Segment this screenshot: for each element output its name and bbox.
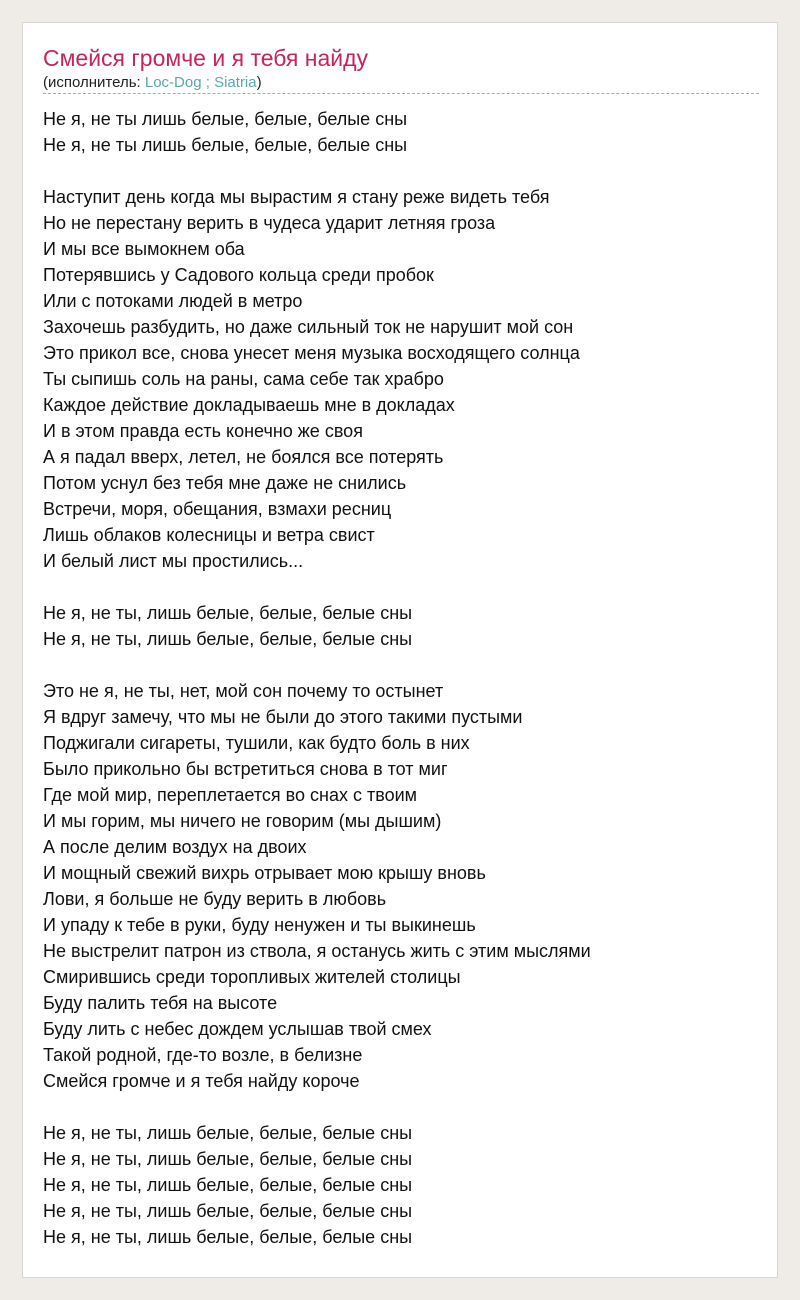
lyrics-body [43, 106, 759, 1250]
lyric-line: Но не перестану верить в чудеса ударит летняя гроза [43, 213, 496, 233]
lyric-line: Смирившись среди торопливых жителей столицы [43, 967, 461, 987]
lyric-line: И упаду к тебе в руки, буду ненужен и ты выкинешь [43, 915, 476, 935]
lyric-line: Не я, не ты, лишь белые, белые, белые сны [43, 603, 413, 623]
lyric-line: Не я, не ты, лишь белые, белые, белые сны [43, 1175, 413, 1195]
lyric-line: Было прикольно бы встретиться снова в тот миг [43, 759, 448, 779]
lyric-line: И мы все вымокнем оба [43, 239, 245, 259]
song-title: Смейся громче и я тебя найду [43, 45, 369, 71]
lyric-line: Не я, не ты, лишь белые, белые, белые сны [43, 629, 413, 649]
stanza-break [43, 652, 759, 678]
lyric-line: Или с потоками людей в метро [43, 291, 303, 311]
lyric-line: Где мой мир, переплетается во снах с твоим [43, 785, 418, 805]
lyric-line: Потерявшись у Садового кольца среди пробок [43, 265, 434, 285]
stanza-break [43, 1094, 759, 1120]
lyric-line: Не я, не ты, лишь белые, белые, белые сны [43, 1227, 413, 1247]
lyric-line: И мы горим, мы ничего не говорим (мы дышим) [43, 811, 442, 831]
lyric-line: Это прикол все, снова унесет меня музыка восходящего солнца [43, 343, 580, 363]
lyric-line: Захочешь разбудить, но даже сильный ток не нарушит мой сон [43, 317, 574, 337]
lyric-line: Каждое действие докладываешь мне в докладах [43, 395, 455, 415]
lyric-line: Лишь облаков колесницы и ветра свист [43, 525, 375, 545]
lyric-line: Не я, не ты лишь белые, белые, белые сны [43, 109, 408, 129]
header-divider [43, 93, 759, 94]
lyric-line: И мощный свежий вихрь отрывает мою крышу вновь [43, 863, 486, 883]
artist-link-siatria[interactable]: Siatria [214, 74, 257, 91]
lyric-line: Не я, не ты лишь белые, белые, белые сны [43, 135, 408, 155]
artist-line [43, 73, 262, 93]
lyric-line: Поджигали сигареты, тушили, как будто боль в них [43, 733, 470, 753]
lyric-line: Лови, я больше не буду верить в любовь [43, 889, 387, 909]
lyrics-card [22, 22, 778, 1278]
artist-suffix: ) [256, 74, 262, 91]
lyric-line: Потом уснул без тебя мне даже не снились [43, 473, 407, 493]
lyric-line: Не я, не ты, лишь белые, белые, белые сны [43, 1149, 413, 1169]
lyric-line: Встречи, моря, обещания, взмахи ресниц [43, 499, 392, 519]
stanza-break [43, 158, 759, 184]
artist-prefix: (исполнитель: [43, 74, 145, 91]
lyric-line: Смейся громче и я тебя найду короче [43, 1071, 360, 1091]
lyric-line: Это не я, не ты, нет, мой сон почему то остынет [43, 681, 444, 701]
lyric-line: Не я, не ты, лишь белые, белые, белые сны [43, 1123, 413, 1143]
lyric-line: А после делим воздух на двоих [43, 837, 307, 857]
lyric-line: Я вдруг замечу, что мы не были до этого такими пустыми [43, 707, 523, 727]
lyric-line: Наступит день когда мы вырастим я стану реже видеть тебя [43, 187, 550, 207]
lyric-line: Буду лить с небес дождем услышав твой смех [43, 1019, 432, 1039]
lyric-line: Такой родной, где-то возле, в белизне [43, 1045, 363, 1065]
artist-separator: ; [201, 74, 215, 91]
lyric-line: Не я, не ты, лишь белые, белые, белые сны [43, 1201, 413, 1221]
stanza-break [43, 574, 759, 600]
lyric-line: Не выстрелит патрон из ствола, я останусь жить с этим мыслями [43, 941, 591, 961]
artist-link-loc-dog[interactable]: Loc-Dog [144, 74, 202, 91]
lyric-line: И белый лист мы простились... [43, 551, 304, 571]
lyric-line: Ты сыпишь соль на раны, сама себе так храбро [43, 369, 444, 389]
lyric-line: И в этом правда есть конечно же своя [43, 421, 363, 441]
lyric-line: Буду палить тебя на высоте [43, 993, 278, 1013]
lyric-line: А я падал вверх, летел, не боялся все потерять [43, 447, 444, 467]
